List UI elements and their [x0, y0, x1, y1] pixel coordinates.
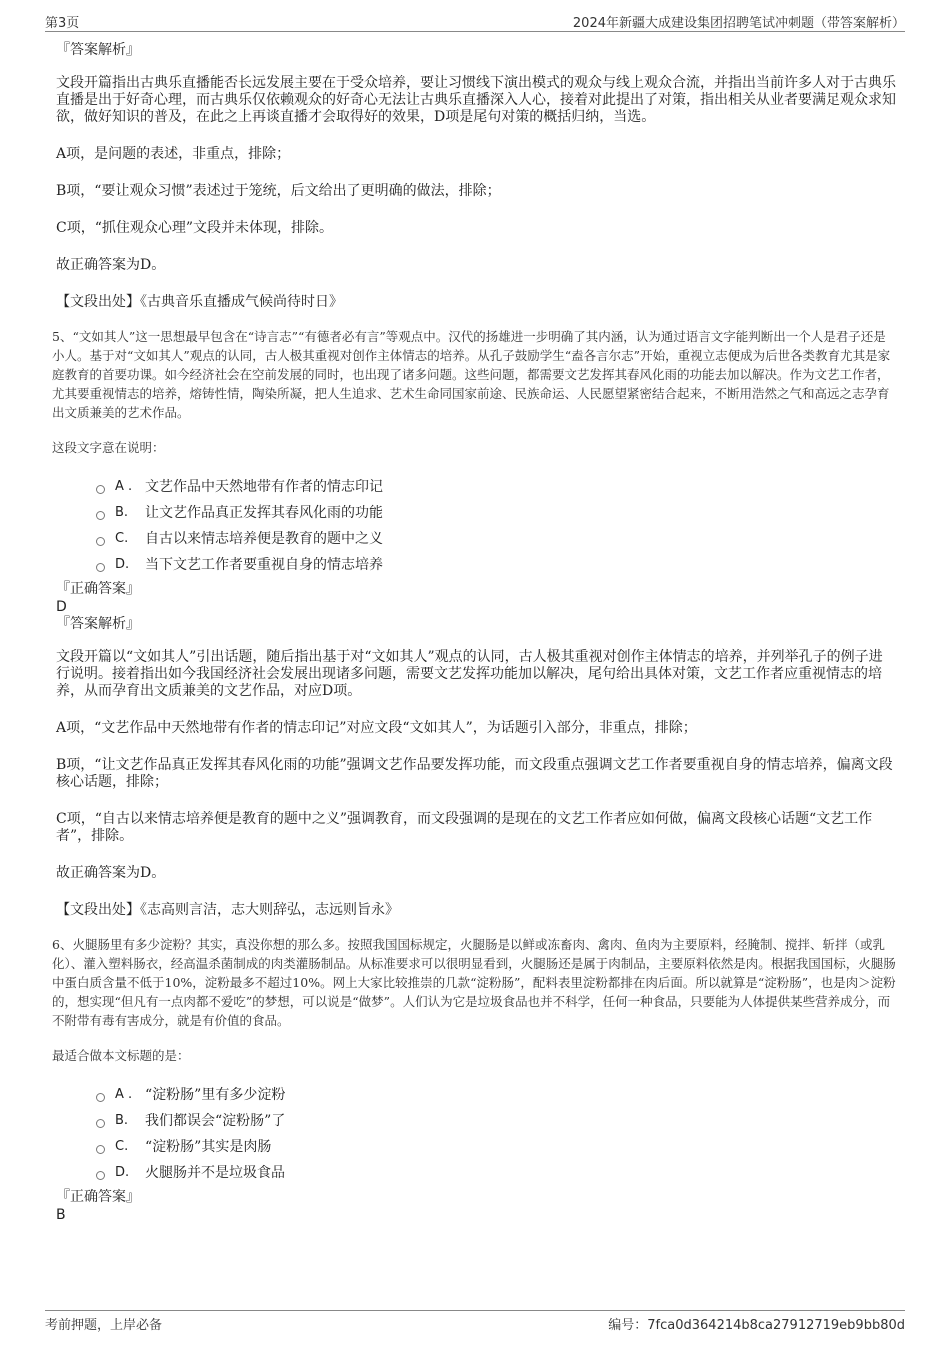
- radio-icon[interactable]: [96, 563, 105, 572]
- page-footer: [45, 1314, 905, 1334]
- option-b[interactable]: [96, 499, 896, 525]
- question-stem: 6、火腿肠里有多少淀粉？其实，真没你想的那么多。按照我国国标规定，火腿肠是以鲜或冻畜肉、禽肉、鱼肉为主要原料，经腌制、搅拌、斩拌（或乳化）、灌入塑料肠衣，经高温杀菌制成的肉类灌肠制品。从标准要求可以很明显看到，火腿肠还是属于肉制品，主要原料依然是肉。根据我国国标，火腿肠中蛋白质含量不低于10%，淀粉最多不超过10%。网上大家比较推崇的几款“淀粉肠”，配料表里淀粉都排在肉后面。所以就算是“淀粉肠”，也是肉＞淀粉的，想实现“但凡有一点肉都不爱吃”的梦想，可以说是“做梦”。人们认为它是垃圾食品也并不科学，任何一种食品，只要能为人体提供某些营养成分，而不附带有毒有害成分，就是有价值的食品。: [52, 937, 896, 1028]
- radio-icon[interactable]: [96, 537, 105, 546]
- page-number: 第3页: [45, 16, 80, 31]
- radio-icon[interactable]: [96, 511, 105, 520]
- option-c[interactable]: [96, 525, 896, 551]
- option-text: 当下文艺工作者要重视自身的情志培养: [145, 557, 383, 573]
- question-prompt: 这段文字意在说明：: [52, 440, 165, 455]
- final-answer: 故正确答案为D。: [56, 257, 166, 273]
- footer-divider: [45, 1310, 905, 1311]
- analysis-option-a: A项，是问题的表述，非重点，排除；: [56, 146, 291, 162]
- option-list: [96, 473, 896, 577]
- option-a[interactable]: [96, 473, 896, 499]
- option-b[interactable]: [96, 1107, 896, 1133]
- option-d[interactable]: [96, 1159, 896, 1185]
- header-divider: [45, 31, 905, 32]
- option-text: 火腿肠并不是垃圾食品: [145, 1165, 285, 1181]
- option-letter: D.: [115, 556, 130, 572]
- option-d[interactable]: [96, 551, 896, 577]
- analysis-option-a: A项，“文艺作品中天然地带有作者的情志印记”对应文段“文如其人”，为话题引入部分，非重点，排除；: [56, 720, 697, 736]
- option-letter: D.: [115, 1164, 130, 1180]
- option-list: [96, 1081, 896, 1185]
- option-c[interactable]: [96, 1133, 896, 1159]
- answer-label: 『正确答案』: [56, 1189, 140, 1205]
- radio-icon[interactable]: [96, 1119, 105, 1128]
- answer-value: D: [56, 599, 67, 615]
- option-a[interactable]: [96, 1081, 896, 1107]
- source-citation: 【文段出处】《志高则言洁，志大则辞弘，志远则旨永》: [56, 902, 399, 918]
- option-text: “淀粉肠”里有多少淀粉: [145, 1087, 286, 1103]
- analysis-option-c: C项，“自古以来情志培养便是教育的题中之义”强调教育，而文段强调的是现在的文艺工作者应如何做，偏离文段核心话题“文艺工作者”，排除。: [56, 811, 873, 844]
- option-text: 自古以来情志培养便是教育的题中之义: [145, 531, 383, 547]
- analysis-option-b: B项，“让文艺作品真正发挥其春风化雨的功能”强调文艺作品要发挥功能，而文段重点强调文艺工作者要重视自身的情志培养，偏离文段核心话题，排除；: [56, 757, 893, 790]
- radio-icon[interactable]: [96, 1145, 105, 1154]
- question-prompt: 最适合做本文标题的是：: [52, 1048, 190, 1063]
- page-content: [52, 42, 896, 1224]
- option-letter: B.: [115, 504, 129, 520]
- option-letter: A .: [115, 1086, 133, 1102]
- option-letter: B.: [115, 1112, 129, 1128]
- question-stem: 5、“文如其人”这一思想最早包含在“诗言志”“有德者必有言”等观点中。汉代的扬雄进一步明确了其内涵，认为通过语言文字能判断出一个人是君子还是小人。基于对“文如其人”观点的认同，古人极其重视对创作主体情志的培养。从孔子鼓励学生“盍各言尔志”开始，重视立志便成为后世各类教育尤其是家庭教育的首要功课。如今经济社会在空前发展的同时，也出现了诸多问题。这些问题，都需要文艺发挥其春风化雨的功能去加以解决。作为文艺工作者，尤其要重视情志的培养，熔铸性情，陶染所凝，把人生追求、艺术生命同国家前途、民族命运、人民愿望紧密结合起来，不断用浩然之气和高远之志孕育出文质兼美的艺术作品。: [52, 329, 891, 420]
- option-text: “淀粉肠”其实是肉肠: [145, 1139, 272, 1155]
- radio-icon[interactable]: [96, 1171, 105, 1180]
- page-header: [45, 10, 905, 30]
- analysis-text: 文段开篇指出古典乐直播能否长远发展主要在于受众培养，要让习惯线下演出模式的观众与线上观众合流，并指出当前许多人对于古典乐直播是出于好奇心理，而古典乐仅依赖观众的好奇心无法让古典乐直播深入人心，接着对此提出了对策，指出相关从业者要满足观众求知欲，做好知识的普及，在此之上再谈直播才会取得好的效果，D项是尾句对策的概括归纳，当选。: [56, 75, 896, 125]
- footer-slogan: 考前押题，上岸必备: [45, 1318, 163, 1333]
- document-id: 编号：7fca0d364214b8ca27912719eb9bb80d: [608, 1318, 905, 1333]
- analysis-label: 『答案解析』: [56, 42, 140, 58]
- option-text: 文艺作品中天然地带有作者的情志印记: [145, 479, 383, 495]
- final-answer: 故正确答案为D。: [56, 865, 166, 881]
- answer-label: 『正确答案』: [56, 581, 140, 597]
- radio-icon[interactable]: [96, 1093, 105, 1102]
- analysis-label: 『答案解析』: [56, 616, 140, 632]
- option-text: 我们都误会“淀粉肠”了: [145, 1113, 286, 1129]
- answer-value: B: [56, 1207, 66, 1223]
- option-letter: C.: [115, 530, 129, 546]
- source-citation: 【文段出处】《古典音乐直播成气候尚待时日》: [56, 294, 343, 310]
- document-title: 2024年新疆大成建设集团招聘笔试冲刺题（带答案解析）: [572, 16, 905, 31]
- option-letter: A .: [115, 478, 133, 494]
- analysis-text: 文段开篇以“文如其人”引出话题，随后指出基于对“文如其人”观点的认同，古人极其重视对创作主体情志的培养，并列举孔子的例子进行说明。接着指出如今我国经济社会发展出现诸多问题，需要文艺发挥功能加以解决，尾句给出具体对策，文艺工作者应重视情志的培养，从而孕育出文质兼美的文艺作品，对应D项。: [56, 649, 883, 699]
- option-letter: C.: [115, 1138, 129, 1154]
- option-text: 让文艺作品真正发挥其春风化雨的功能: [145, 505, 383, 521]
- radio-icon[interactable]: [96, 485, 105, 494]
- analysis-option-b: B项，“要让观众习惯”表述过于笼统，后文给出了更明确的做法，排除；: [56, 183, 501, 199]
- analysis-option-c: C项，“抓住观众心理”文段并未体现，排除。: [56, 220, 334, 236]
